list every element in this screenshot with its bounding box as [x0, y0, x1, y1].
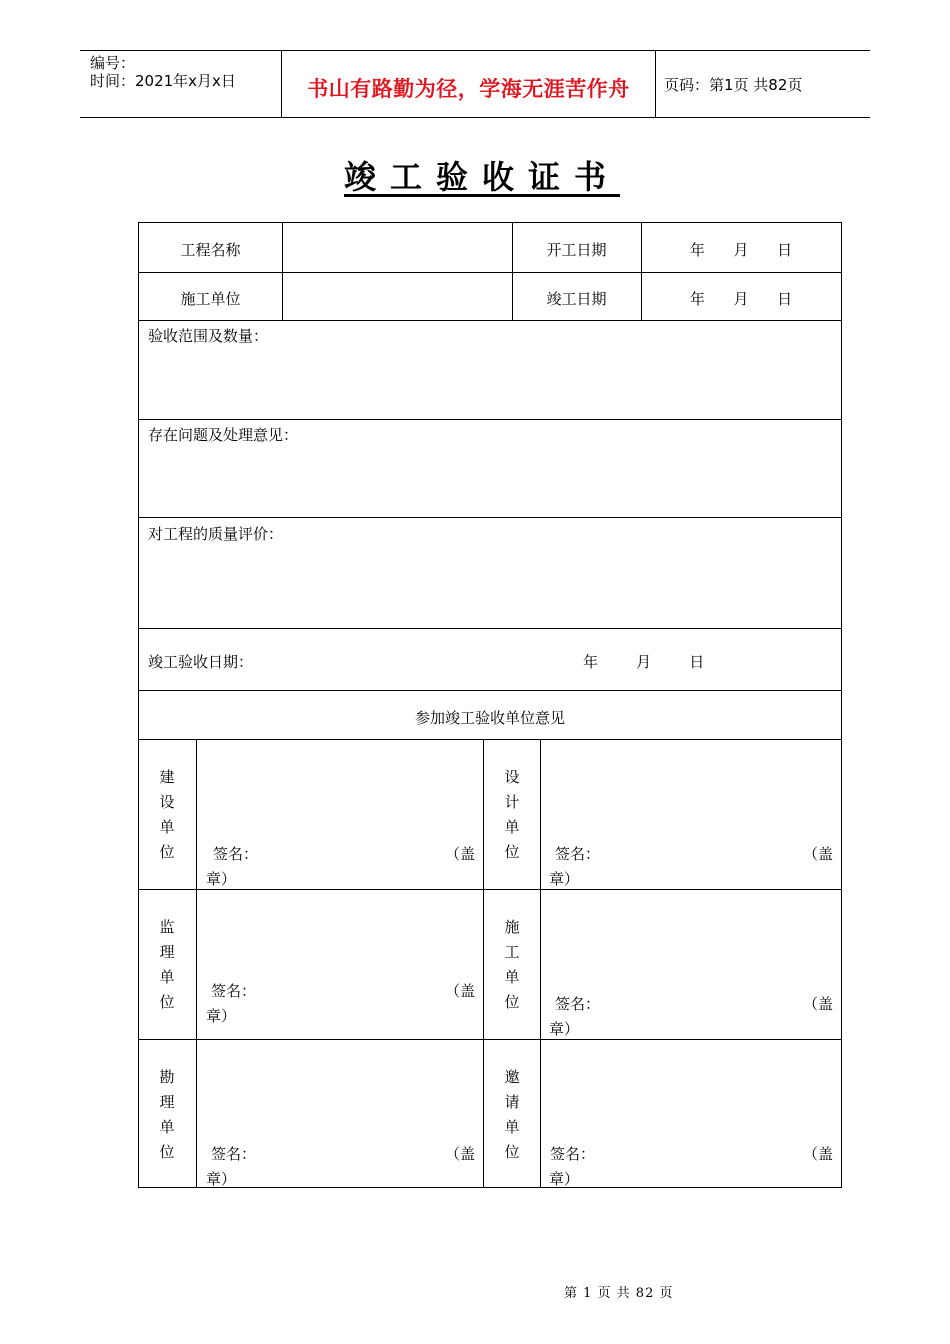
- row-rule: [139, 517, 841, 518]
- row-rule: [139, 739, 841, 740]
- seal-close: 章）: [549, 1020, 580, 1038]
- header-top-rule: [80, 50, 870, 51]
- row-rule: [139, 419, 841, 420]
- col-rule: [483, 739, 484, 1187]
- row-rule: [139, 628, 841, 629]
- page-info: 页码：第1页 共82页: [664, 76, 803, 94]
- row-rule: [139, 690, 841, 691]
- start-date-label: 开工日期: [546, 241, 607, 259]
- contractor-label: 施工单位: [180, 290, 241, 308]
- completion-date-label: 竣工日期: [546, 290, 607, 308]
- document-title: 竣工验收证书: [343, 158, 620, 196]
- unit-name-design: 设 计 单 位: [504, 768, 520, 861]
- header-divider-right: [655, 50, 656, 117]
- row-rule: [139, 1039, 841, 1040]
- header-bottom-rule: [80, 117, 870, 118]
- quality-label: 对工程的质量评价：: [148, 525, 284, 543]
- seal-close: 章）: [549, 1170, 580, 1188]
- row-rule: [139, 889, 841, 890]
- seal-open: （盖: [445, 1145, 476, 1163]
- seal-close: 章）: [206, 870, 237, 888]
- sign-label: 签名：: [211, 1145, 257, 1163]
- acceptance-date-value[interactable]: 年 月 日: [583, 653, 705, 671]
- completion-date-field[interactable]: 年 月 日: [689, 290, 793, 308]
- unit-name-supervision: 监 理 单 位: [159, 918, 175, 1011]
- unit-name-construction: 建 设 单 位: [159, 768, 175, 861]
- unit-name-invited: 邀 请 单 位: [504, 1068, 520, 1161]
- seal-open: （盖: [803, 845, 834, 863]
- page-footer: 第 1 页 共 82 页: [564, 1286, 674, 1301]
- seal-open: （盖: [803, 995, 834, 1013]
- unit-name-contractor: 施 工 单 位: [504, 918, 520, 1011]
- sign-label: 签名：: [555, 845, 601, 863]
- row-rule: [139, 320, 841, 321]
- start-date-field[interactable]: 年 月 日: [689, 241, 793, 259]
- project-name-field[interactable]: [283, 224, 512, 271]
- col-rule: [540, 739, 541, 1187]
- acceptance-form-table: [138, 222, 842, 1188]
- section-heading: 参加竣工验收单位意见: [414, 709, 565, 727]
- sign-label: 签名：: [550, 1145, 596, 1163]
- unit-name-survey: 勘 理 单 位: [159, 1068, 175, 1161]
- seal-open: （盖: [445, 982, 476, 1000]
- col-rule: [196, 739, 197, 1187]
- seal-close: 章）: [549, 870, 580, 888]
- seal-close: 章）: [206, 1170, 237, 1188]
- seal-close: 章）: [206, 1007, 237, 1025]
- sign-label: 签名：: [555, 995, 601, 1013]
- acceptance-date-label: 竣工验收日期：: [148, 653, 254, 671]
- header-motto: 书山有路勤为径，学海无涯苦作舟: [307, 77, 630, 101]
- sign-label: 签名：: [213, 845, 259, 863]
- issues-label: 存在问题及处理意见：: [148, 426, 299, 444]
- seal-open: （盖: [445, 845, 476, 863]
- project-name-label: 工程名称: [180, 241, 241, 259]
- time-label: 时间：2021年x月x日: [90, 72, 236, 90]
- seal-open: （盖: [803, 1145, 834, 1163]
- sign-label: 签名：: [211, 982, 257, 1000]
- contractor-field[interactable]: [283, 273, 512, 320]
- number-label: 编号：: [90, 54, 136, 72]
- scope-label: 验收范围及数量：: [148, 327, 269, 345]
